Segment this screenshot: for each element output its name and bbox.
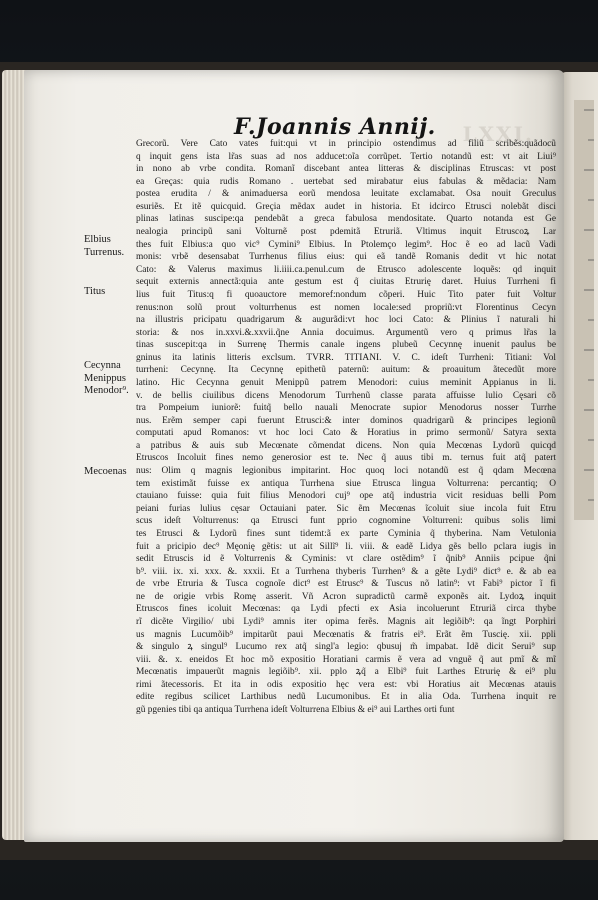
text-line: sequit externis annectã:quia ante gestum est q̃ ciuitas Etrurię daret. Huius Turrheni fi — [136, 277, 556, 288]
text-line: tra Pompeium iuniorẽ: fuitq̃ bello nauali Menocrate supior Menodorus nosser Turrhe — [136, 403, 556, 414]
text-line: fuit a pricipio dec⁹ Męonię gẽtis: ut ait Sillĩ⁹ li. viii. & eadẽ Lidya gẽs bello pclara iugis in — [136, 541, 556, 552]
text-line: Cato: & Valerus maximus li.iiii.ca.penul.cum de Etrusco adolescente loquẽs: qd inquit — [136, 264, 556, 275]
text-line: us magnis Lucumõib⁹ impitarũt paui Mecœnatis & fratris ei⁹. Erãt ẽm Tuscię. xii. ppli — [136, 629, 556, 640]
text-line: edite regibus scilicet Larthibus nedũ Lucumonibus. Et in alia Oda. Turrhena inquit re — [136, 692, 556, 703]
text-line: esuriẽs. Et itẽ quicquid. Greçia mẽdax audet in historia. Et idcirco Etrusci nolebãt disci — [136, 201, 556, 212]
text-line: ctauiano fuisse: quia fuit filius Menodori cuj⁹ ope atq̃ industria vicit residuas belli Pom — [136, 491, 556, 502]
text-line: q inquit gens ista lr̃as suas ad nos adducet:oĩa corrũpet. Tertio notandũ est: vt ait Liui⁹ — [136, 151, 556, 162]
text-line: de vrbe Etruria & Tusca cognoĩe dict⁹ est Etrusc⁹ & Tuscus nõ latin⁹: vt Fabi⁹ pictor ĩ fi — [136, 579, 556, 590]
text-line: nealogia principũ sani Volturnẽ post pdemitã Etruriã. Vltimus inquit Etruscoꝝ Lar — [136, 227, 556, 238]
text-line: monis: vrbẽ desensabat Turrhenus filius eius: qui eã tandẽ Romanis dedit vt hic notat — [136, 252, 556, 263]
text-line: rimi ãtecessoris. Et ita in odis expositio hęc vera est: vbi Horatius ait Mecœnas atauis — [136, 679, 556, 690]
text-line: plinas latinas suscipe:qa pendebãt a greca fabulosa mendositate. Quarto notanda est Ge — [136, 214, 556, 225]
text-line: storia: & nos in.xxvi.&.xxvii.q̃ne Annia docuimus. Argumentũ vero q primus lr̃as la — [136, 327, 556, 338]
text-line: latino. Hic Cecynna genuit Menippũ patrem Menodori: cuius meminit Appianus in li. — [136, 377, 556, 388]
text-line: v. de bellis ciuilibus dicens Menodorum Turrhenũ classe parata affuisse lulio Cęsari cõ — [136, 390, 556, 401]
marginal-line: Menodor⁹. — [84, 385, 129, 396]
text-line: peiani furias lulius cęsar Octauiani pater. Sic ẽm Mecœnas ĩcoluit siue incola fuit Etru — [136, 503, 556, 514]
marginal-note — [84, 234, 124, 259]
text-line: Grecorũ. Vere Cato vates fuit:qui vt in principio ostendimus ad filiũ scribẽs:quãdocũ — [136, 139, 556, 149]
marginal-line: Cecynna — [84, 360, 121, 371]
text-line: ne de origie vrbis Romę asserit. Vñ Acron supradictũ carmẽ exponẽs ait. Lydoꝝ inquit — [136, 591, 556, 602]
text-line: postea erudita / & animaduersa eorũ mendosa leuitate exclamabat. Osa nouit Greculus — [136, 189, 556, 200]
text-line: computati apud Romanos: vt hoc loci Cato & Horatius in primo sermonũ/ Satyra sexta — [136, 428, 556, 439]
text-line: ea Greças: quia rudis Romano . uertebat sed mirabatur eius fabulas & mẽdacia: Nam — [136, 176, 556, 187]
text-line: scus ideſt Volturrenus: qa Etrusci funt pprio cognomine Volturreni: quibus solis limi — [136, 516, 556, 527]
text-line: tem existimãt fuisse ex antiqua Turrhena siue Etrusca lingua Volturrena: percantiq; O — [136, 478, 556, 489]
text-line: nus: Olim q magnis legionibus impitarint. Hoc quoq loci notandũ est q̃ qdam Mecœna — [136, 466, 556, 477]
text-line: rĩ dicẽte Virgilio/ ubi Lydi⁹ amnis iter opima ferẽs. Magnis ait legiõib⁹: qa ĩngt Porphiri — [136, 616, 556, 627]
marginal-note — [84, 466, 127, 479]
marginal-line: Menippus — [84, 372, 126, 384]
text-line: gũ pgenies tibi qa antiqua Turrhena ideſt Volturrena Elbius & ei⁹ aui Larthes orti funt — [136, 705, 455, 716]
marginal-line: Turrenus. — [84, 246, 125, 258]
text-line: nus. Erẽm semper capi fuerunt Etrusci:& inter dominos quadrigarũ & principes legionũ — [136, 415, 556, 426]
text-line: Etruscos fines icoluit Mecœnas: qa Lydi pfecti ex Asia incoluerunt Etruriã circa thybe — [136, 604, 556, 615]
text-line: lius fuit Titus:q fi quoauctore memoref:nondum cõperi. Huic Tito pater fuit Voltur — [136, 289, 556, 300]
body-text — [136, 138, 556, 717]
side-ruler — [572, 100, 598, 520]
text-line: tinas suscepit:qa in Surrenę Thermis canale ingens plubeũ Cecynnę inuenit paulus be — [136, 340, 556, 351]
text-line: in nono ab vrbe condita. Romanĩ discebant antea litteras & disciplinas Etruscas: vt post — [136, 164, 556, 175]
marginal-line: Elbius — [84, 234, 111, 245]
marginal-line: Titus — [84, 286, 106, 297]
marginal-note — [84, 286, 105, 299]
text-line: a patribus & auis sub Mecœnate cõmendat dicens. Non quia Mecœnas Lydorũ quicqd — [136, 440, 556, 451]
text-line: & singulo ꝝ singul⁹ Lucumo rex atq̃ singl'a legio: qbusuj m̃ impabat. Idẽ dicit Serui⁹ sup — [136, 642, 556, 653]
marginal-line: Mecoenas — [84, 466, 127, 477]
text-line: turrheni: Cecynnę. Ita Cecynnę epithetũ paternũ: auitum: & proauitum ãtecedũt more — [136, 365, 556, 376]
text-line: Etruscos Incoluit fines nemo generosior est te. Nec q̃ auus tibi m. ternus fuit atq̃ patert — [136, 453, 556, 464]
text-line: sedit Etruscis id ẽ Volturrenis & Cyminis: vt clare ostẽdim⁹ ĩ q̃nib⁹ Anniis pcipue q̃ni — [136, 554, 556, 565]
text-line: gninus ita latinis litteris exclsum. TVRR. TITIANI. V. C. ideſt Turrheni: Titiani: Vol — [136, 352, 556, 363]
page-header: F.Joannis Annij. — [234, 114, 436, 140]
book-page — [24, 70, 564, 842]
text-line: viii. &. x. eneidos Et hoc mõ expositio Horatiani carmis ẽ vera ad vnguẽ q̃ aut pmĩ & mĩ — [136, 654, 556, 665]
bleed-through-text: LXXI. — [462, 122, 534, 146]
text-line: na illustris pricipatu quadrigarum & augurãdi:vt hoc loci Cato: & Plinius ĩ naturali hi — [136, 315, 556, 326]
text-line: thes fuit Elbius:a quo vic⁹ Cymini⁹ Elbius. In Ptolemço legim⁹. Hoc ẽ eo ad lacũ Vadi — [136, 239, 556, 250]
text-line: Mecœnatis impauerũt magnis legiõib⁹. xii. pplo ꝝq̃ a Elbi⁹ fuit Larthes Etrurię & ei⁹ plu — [136, 667, 556, 678]
text-line: renus:non solũ prout volturrhenus est nomen locale:sed propriũ:vt Florentinus Cecyn — [136, 302, 556, 313]
text-line: tes Etrusci & Lydorũ fines sunt tidemt:ã ex parte Cyminia q̃ thyberina. Nam Vetulonia — [136, 528, 556, 539]
marginal-note — [84, 360, 129, 398]
text-line: b⁹. viii. ix. xi. xxx. &. xxxii. Et a Turrhena thyberis Turrhen⁹ & a gẽte Lydi⁹ dict⁹ e. & ab ea — [136, 566, 556, 577]
